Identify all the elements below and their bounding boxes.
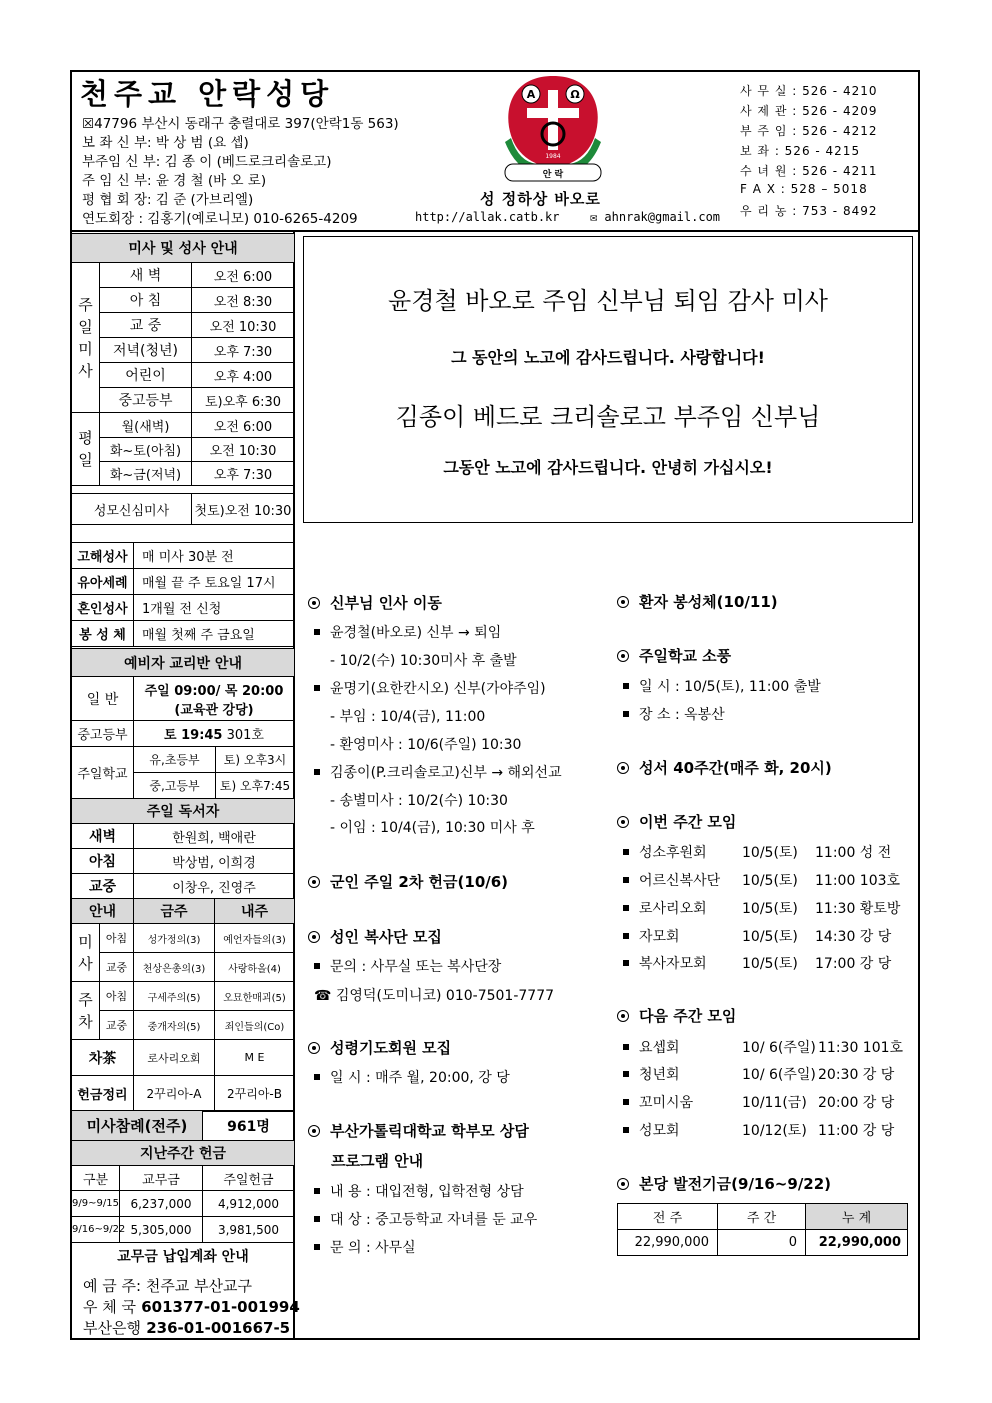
contact-line: F A X : 528 – 5018 bbox=[740, 182, 868, 196]
sacrament-info: 매월 첫째 주 금요일 bbox=[134, 621, 295, 647]
bullet-circle-icon bbox=[617, 1178, 629, 1190]
list-item: 일 시 : 10/5(토), 11:00 출발 bbox=[623, 676, 821, 696]
list-item: - 이임 : 10/4(금), 10:30 미사 후 bbox=[330, 820, 535, 836]
mass-time: 오전 6:00 bbox=[192, 263, 295, 288]
catechumen-table bbox=[71, 648, 295, 799]
duty-slot: 교중 bbox=[100, 953, 134, 982]
square-bullet-icon bbox=[623, 1099, 629, 1105]
sacraments-table bbox=[71, 542, 295, 647]
mass-time: 오전 8:30 bbox=[192, 288, 295, 313]
bullet-circle-icon bbox=[617, 1010, 629, 1022]
parking-label: 주 차 bbox=[72, 982, 100, 1040]
reader-mass: 아침 bbox=[72, 849, 134, 874]
web-contacts bbox=[415, 210, 720, 224]
notice-line: 그 동안의 노고에 감사드립니다. 사랑합니다! bbox=[451, 348, 765, 367]
collection-table bbox=[71, 1110, 295, 1269]
collection-header: 주일헌금 bbox=[203, 1166, 295, 1191]
list-item: 김종이(P.크리솔로고)신부 → 해외선교 bbox=[314, 762, 562, 782]
sacrament-name: 봉 성 체 bbox=[72, 621, 134, 647]
list-item: 윤경철(바오로) 신부 → 퇴임 bbox=[314, 622, 501, 642]
readers-duty-table bbox=[71, 798, 295, 1112]
marian-mass-name: 성모신심미사 bbox=[72, 494, 192, 525]
bullet-circle-icon bbox=[308, 1042, 320, 1054]
school-group: 중,고등부 bbox=[134, 773, 216, 799]
staff-line: 연도회장 : 김홍기(예로니모) 010-6265-4209 bbox=[82, 211, 358, 227]
reader-names: 한원희, 백애란 bbox=[134, 824, 295, 849]
list-item: - 송별미사 : 10/2(수) 10:30 bbox=[330, 793, 508, 809]
mass-time: 오전 6:00 bbox=[192, 413, 295, 438]
sacrament-name: 유아세례 bbox=[72, 569, 134, 595]
square-bullet-icon bbox=[623, 1127, 629, 1133]
staff-line: 주 임 신 부: 윤 경 철 (바 오 로) bbox=[82, 173, 267, 189]
notice-box bbox=[303, 236, 913, 523]
parish-title: 천주교 안락성당 bbox=[80, 77, 335, 111]
mass-name: 중고등부 bbox=[100, 388, 192, 413]
mass-name: 아 침 bbox=[100, 288, 192, 313]
square-bullet-icon bbox=[314, 685, 320, 691]
svg-text:안 락: 안 락 bbox=[542, 170, 564, 180]
list-item: 일 시 : 매주 월, 20:00, 강 당 bbox=[314, 1067, 510, 1087]
meeting-row: 청년회 10/ 6(주일) 20:30 강 당 bbox=[623, 1064, 894, 1084]
tea-next-week: M E bbox=[215, 1040, 295, 1076]
mass-time: 오전 10:30 bbox=[192, 313, 295, 338]
notice-line: 윤경철 바오로 주임 신부님 퇴임 감사 미사 bbox=[388, 287, 828, 315]
development-fund-table bbox=[617, 1203, 908, 1256]
collection-period: 9/9~9/15 bbox=[72, 1191, 120, 1217]
duty-slot: 교중 bbox=[100, 1011, 134, 1040]
collection-tithe: 5,305,000 bbox=[120, 1217, 203, 1243]
square-bullet-icon bbox=[623, 905, 629, 911]
cross-horizontal bbox=[527, 108, 579, 118]
square-bullet-icon bbox=[623, 711, 629, 717]
catechumen-heading: 예비자 교리반 안내 bbox=[72, 649, 295, 677]
section-heading: 본당 발전기금(9/16~9/22) bbox=[617, 1173, 831, 1194]
account-heading: 교무금 납입계좌 안내 bbox=[72, 1243, 295, 1269]
sunday-school-label: 주일학교 bbox=[72, 747, 134, 799]
square-bullet-icon bbox=[623, 683, 629, 689]
marian-mass-time: 첫토)오전 10:30 bbox=[192, 494, 295, 525]
square-bullet-icon bbox=[314, 769, 320, 775]
collection-sunday: 4,912,000 bbox=[203, 1191, 295, 1217]
school-time: 토) 오후3시 bbox=[216, 747, 295, 773]
youth-class-time: 토 19:45 301호 bbox=[134, 721, 295, 747]
section-heading-cont: 프로그램 안내 bbox=[331, 1152, 424, 1170]
square-bullet-icon bbox=[314, 1216, 320, 1222]
mass-heading: 미사 및 성사 안내 bbox=[72, 234, 295, 263]
bullet-circle-icon bbox=[617, 762, 629, 774]
readers-heading: 주일 독서자 bbox=[72, 799, 295, 824]
list-item: 문 의 : 사무실 bbox=[314, 1237, 416, 1257]
weekday-mass-label: 평 일 bbox=[72, 413, 100, 486]
mass-schedule-table bbox=[71, 233, 295, 525]
contact-line: 수 녀 원 : 526 - 4211 bbox=[740, 164, 878, 178]
collection-header: 구분 bbox=[72, 1166, 120, 1191]
duty-this-week: 천상은총의(3) bbox=[134, 953, 215, 982]
attendance-label: 미사참례(전주) bbox=[72, 1111, 203, 1141]
square-bullet-icon bbox=[314, 963, 320, 969]
list-item: - 10/2(수) 10:30미사 후 출발 bbox=[330, 653, 517, 669]
reader-names: 박상범, 이희경 bbox=[134, 849, 295, 874]
email-link[interactable]: ✉ ahnrak@gmail.com bbox=[589, 210, 721, 224]
collection-tithe: 6,237,000 bbox=[120, 1191, 203, 1217]
meeting-row: 성모회 10/12(토) 11:00 강 당 bbox=[623, 1120, 894, 1140]
mass-name: 화~금(저녁) bbox=[100, 462, 192, 486]
mass-name: 새 벽 bbox=[100, 263, 192, 288]
square-bullet-icon bbox=[314, 1188, 320, 1194]
duty-header: 내주 bbox=[215, 899, 295, 924]
contact-line: 사 제 관 : 526 - 4209 bbox=[740, 104, 878, 118]
duty-next-week: 사랑하올(4) bbox=[215, 953, 295, 982]
square-bullet-icon bbox=[623, 933, 629, 939]
bullet-circle-icon bbox=[617, 816, 629, 828]
mass-name: 월(새벽) bbox=[100, 413, 192, 438]
reader-names: 이창우, 진영주 bbox=[134, 874, 295, 899]
meeting-row: 요셉회 10/ 6(주일) 11:30 101호 bbox=[623, 1037, 903, 1057]
fund-weekly: 0 bbox=[718, 1230, 806, 1256]
contact-line: 우 리 농 : 753 - 8492 bbox=[740, 204, 878, 218]
school-group: 유,초등부 bbox=[134, 747, 216, 773]
mass-time: 오후 7:30 bbox=[192, 462, 295, 486]
collection-period: 9/16~9/22 bbox=[72, 1217, 120, 1243]
duty-slot: 아침 bbox=[100, 924, 134, 953]
section-heading: 성령기도회원 모집 bbox=[308, 1037, 451, 1058]
duty-slot: 아침 bbox=[100, 982, 134, 1011]
tea-label: 차茶 bbox=[72, 1040, 134, 1076]
collection-header: 교무금 bbox=[120, 1166, 203, 1191]
mass-time: 오후 7:30 bbox=[192, 338, 295, 363]
youth-class-label: 중고등부 bbox=[72, 721, 134, 747]
sunday-mass-label: 주 일 미 사 bbox=[72, 263, 100, 413]
fund-header: 전 주 bbox=[618, 1204, 718, 1230]
mass-name: 어린이 bbox=[100, 363, 192, 388]
account-line: 우 체 국 601377-01-001994 bbox=[83, 1298, 300, 1316]
duty-this-week: 구세주의(5) bbox=[134, 982, 215, 1011]
staff-line: 부주임 신 부: 김 종 이 (베드로크리솔로고) bbox=[82, 154, 332, 170]
duty-this-week: 중개자의(5) bbox=[134, 1011, 215, 1040]
staff-line: 보 좌 신 부: 박 상 범 (요 셉) bbox=[82, 135, 249, 151]
sacrament-name: 혼인성사 bbox=[72, 595, 134, 621]
section-heading: 성인 복사단 모집 bbox=[308, 926, 442, 947]
bullet-circle-icon bbox=[308, 1125, 320, 1137]
meeting-row: 성소후원회 10/5(토) 11:00 성 전 bbox=[623, 842, 891, 862]
contact-line: 보 좌 : 526 - 4215 bbox=[740, 144, 861, 158]
list-item: 장 소 : 옥봉산 bbox=[623, 704, 725, 724]
duty-next-week: 죄인들의(Co) bbox=[215, 1011, 295, 1040]
square-bullet-icon bbox=[314, 629, 320, 635]
section-heading: 부산가톨릭대학교 학부모 상담 bbox=[308, 1120, 529, 1141]
fund-total: 22,990,000 bbox=[806, 1230, 908, 1256]
duty-header: 안내 bbox=[72, 899, 134, 924]
school-time: 토) 오후7:45 bbox=[216, 773, 295, 799]
list-item: ☎ 김영덕(도미니코) 010-7501-7777 bbox=[314, 988, 555, 1004]
section-heading: 환자 봉성체(10/11) bbox=[617, 591, 778, 612]
account-info bbox=[83, 1276, 300, 1339]
offering-label: 헌금정리 bbox=[72, 1076, 134, 1112]
mass-name: 교 중 bbox=[100, 313, 192, 338]
svg-text:1984: 1984 bbox=[545, 153, 561, 160]
list-item: 문의 : 사무실 또는 복사단장 bbox=[314, 956, 501, 976]
reader-mass: 새벽 bbox=[72, 824, 134, 849]
reader-mass: 교중 bbox=[72, 874, 134, 899]
meeting-row: 꼬미시움 10/11(금) 20:00 강 당 bbox=[623, 1092, 894, 1112]
square-bullet-icon bbox=[314, 1244, 320, 1250]
section-heading: 이번 주간 모임 bbox=[617, 811, 736, 832]
meeting-row: 자모회 10/5(토) 14:30 강 당 bbox=[623, 926, 891, 946]
tea-this-week: 로사리오회 bbox=[134, 1040, 215, 1076]
sacrament-name: 고해성사 bbox=[72, 543, 134, 569]
mass-time: 오후 4:00 bbox=[192, 363, 295, 388]
bullet-circle-icon bbox=[308, 876, 320, 888]
account-line: 부산은행 236-01-001667-5 bbox=[83, 1319, 291, 1337]
square-bullet-icon bbox=[623, 849, 629, 855]
section-heading: 성서 40주간(매주 화, 20시) bbox=[617, 757, 832, 778]
svg-text:A: A bbox=[526, 88, 536, 101]
offering-next-week: 2꾸리아-B bbox=[215, 1076, 295, 1112]
square-bullet-icon bbox=[623, 877, 629, 883]
list-item: - 환영미사 : 10/6(주일) 10:30 bbox=[330, 737, 522, 753]
svg-text:Ω: Ω bbox=[570, 88, 580, 101]
mass-guide-label: 미 사 bbox=[72, 924, 100, 982]
address: ☒47796 부산시 동래구 충렬대로 397(안락1동 563) bbox=[82, 116, 399, 132]
cross-vertical bbox=[548, 90, 558, 150]
contact-line: 사 무 실 : 526 - 4210 bbox=[740, 84, 878, 98]
list-item: 내 용 : 대입전형, 입학전형 상담 bbox=[314, 1181, 524, 1201]
fund-previous: 22,990,000 bbox=[618, 1230, 718, 1256]
contact-line: 부 주 임 : 526 - 4212 bbox=[740, 124, 878, 138]
notice-line: 김종이 베드로 크리솔로고 부주임 신부님 bbox=[395, 403, 821, 431]
bullet-circle-icon bbox=[308, 931, 320, 943]
section-heading: 신부님 인사 이동 bbox=[308, 592, 442, 613]
general-class-time: 주일 09:00/ 목 20:00 (교육관 강당) bbox=[134, 677, 295, 721]
general-class-label: 일 반 bbox=[72, 677, 134, 721]
collection-sunday: 3,981,500 bbox=[203, 1217, 295, 1243]
meeting-row: 로사리오회 10/5(토) 11:30 황토방 bbox=[623, 898, 900, 918]
sacrament-info: 매 미사 30분 전 bbox=[134, 543, 295, 569]
mass-name: 화~토(아침) bbox=[100, 438, 192, 462]
collection-heading: 지난주간 헌금 bbox=[72, 1141, 295, 1166]
list-item: 대 상 : 중고등학교 자녀를 둔 교우 bbox=[314, 1209, 537, 1229]
section-heading: 군인 주일 2차 헌금(10/6) bbox=[308, 871, 508, 892]
square-bullet-icon bbox=[623, 960, 629, 966]
sacrament-info: 1개월 전 신청 bbox=[134, 595, 295, 621]
list-item: - 부임 : 10/4(금), 11:00 bbox=[330, 709, 486, 725]
section-heading: 주일학교 소풍 bbox=[617, 645, 731, 666]
list-item: 윤명기(요한칸시오) 신부(가야주임) bbox=[314, 678, 546, 698]
square-bullet-icon bbox=[314, 1074, 320, 1080]
square-bullet-icon bbox=[623, 1071, 629, 1077]
section-heading: 다음 주간 모임 bbox=[617, 1005, 736, 1026]
bullet-circle-icon bbox=[617, 650, 629, 662]
parish-logo bbox=[497, 72, 609, 184]
notice-line: 그동안 노고에 감사드립니다. 안녕히 가십시오! bbox=[443, 458, 773, 477]
bullet-circle-icon bbox=[308, 597, 320, 609]
sacrament-info: 매월 끝 주 토요일 17시 bbox=[134, 569, 295, 595]
bullet-circle-icon bbox=[617, 596, 629, 608]
offering-this-week: 2꾸리아-A bbox=[134, 1076, 215, 1112]
fund-header: 주 간 bbox=[718, 1204, 806, 1230]
duty-this-week: 성가정의(3) bbox=[134, 924, 215, 953]
meeting-row: 어르신복사단 10/5(토) 11:00 103호 bbox=[623, 870, 900, 890]
square-bullet-icon bbox=[623, 1044, 629, 1050]
duty-next-week: 예언자들의(3) bbox=[215, 924, 295, 953]
homepage-link[interactable]: http://allak.catb.kr bbox=[415, 210, 560, 224]
mass-name: 저녁(청년) bbox=[100, 338, 192, 363]
staff-line: 평 협 회 장: 김 준 (가브리엘) bbox=[82, 192, 254, 208]
fund-header: 누 계 bbox=[806, 1204, 908, 1230]
duty-header: 금주 bbox=[134, 899, 215, 924]
meeting-row: 복사자모회 10/5(토) 17:00 강 당 bbox=[623, 953, 891, 973]
patron-saint: 성 정하상 바오로 bbox=[480, 190, 601, 208]
account-line: 예 금 주: 천주교 부산교구 bbox=[83, 1277, 253, 1295]
duty-next-week: 오묘한매괴(5) bbox=[215, 982, 295, 1011]
mass-time: 토)오후 6:30 bbox=[192, 388, 295, 413]
mass-time: 오전 10:30 bbox=[192, 438, 295, 462]
attendance-value: 961명 bbox=[203, 1111, 295, 1141]
